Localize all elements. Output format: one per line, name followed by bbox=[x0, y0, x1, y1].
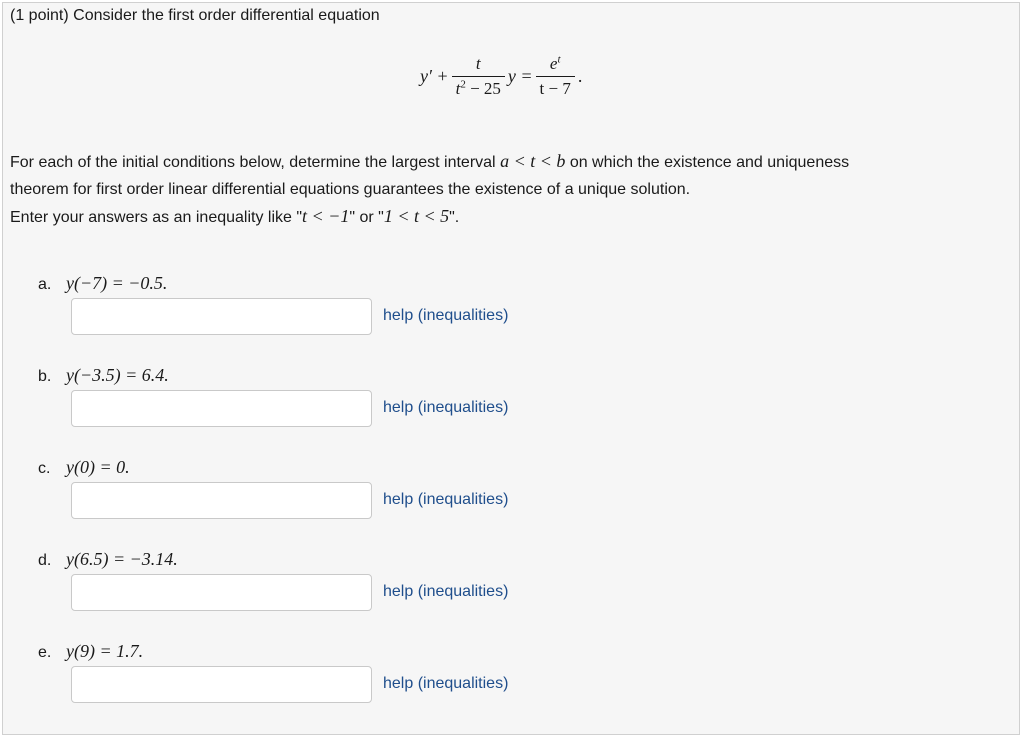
part-c-condition: y(0) = 0. bbox=[66, 457, 130, 477]
instructions-line-1: For each of the initial conditions below, determine the largest interval a < t < b on which the existence and uniqueness bbox=[10, 151, 850, 171]
part-d-help-link[interactable]: help (inequalities) bbox=[383, 583, 509, 600]
part-d-label: d. bbox=[38, 552, 52, 569]
part-e-label: e. bbox=[38, 644, 52, 661]
part-a bbox=[38, 273, 167, 294]
part-e-help-link[interactable]: help (inequalities) bbox=[383, 675, 509, 692]
instructions bbox=[10, 148, 1010, 231]
part-a-label: a. bbox=[38, 276, 52, 293]
part-b-condition: y(−3.5) = 6.4. bbox=[66, 365, 169, 385]
part-e-answer-input[interactable] bbox=[71, 666, 372, 703]
equation-fraction-1 bbox=[452, 54, 505, 99]
fraction-1-denominator: $t^2 - 25$ bbox=[452, 76, 505, 99]
part-c-help-link[interactable]: help (inequalities) bbox=[383, 491, 509, 508]
part-a-help-link[interactable]: help (inequalities) bbox=[383, 307, 509, 324]
differential-equation bbox=[420, 48, 582, 104]
fraction-2-numerator: $e^t$ bbox=[549, 52, 561, 73]
problem-intro: (1 point) Consider the first order differential equation bbox=[10, 7, 380, 24]
equation-lhs-start: y′ + bbox=[420, 65, 449, 86]
fraction-2-denominator: t − 7 bbox=[536, 76, 575, 99]
instructions-line-2: theorem for first order linear differential equations guarantees the existence of a unique solution. bbox=[10, 181, 691, 198]
part-e-condition: y(9) = 1.7. bbox=[66, 641, 144, 661]
part-b-label: b. bbox=[38, 368, 52, 385]
part-b bbox=[38, 365, 169, 386]
part-c-label: c. bbox=[38, 460, 51, 477]
part-a-answer-input[interactable] bbox=[71, 298, 372, 335]
part-c-answer-input[interactable] bbox=[71, 482, 372, 519]
part-d-condition: y(6.5) = −3.14. bbox=[66, 549, 178, 569]
equation-end: . bbox=[577, 65, 583, 86]
equation-fraction-2 bbox=[536, 54, 575, 99]
part-e bbox=[38, 641, 143, 662]
part-a-condition: y(−7) = −0.5. bbox=[66, 273, 168, 293]
part-d-answer-input[interactable] bbox=[71, 574, 372, 611]
instructions-line-3: Enter your answers as an inequality like "t < −1" or "1 < t < 5". bbox=[10, 206, 460, 226]
part-b-answer-input[interactable] bbox=[71, 390, 372, 427]
part-c bbox=[38, 457, 130, 478]
part-d bbox=[38, 549, 178, 570]
part-b-help-link[interactable]: help (inequalities) bbox=[383, 399, 509, 416]
fraction-1-numerator: t bbox=[475, 53, 481, 73]
equation-middle: y = bbox=[507, 65, 533, 86]
interval-example: a < t < b bbox=[500, 151, 566, 171]
